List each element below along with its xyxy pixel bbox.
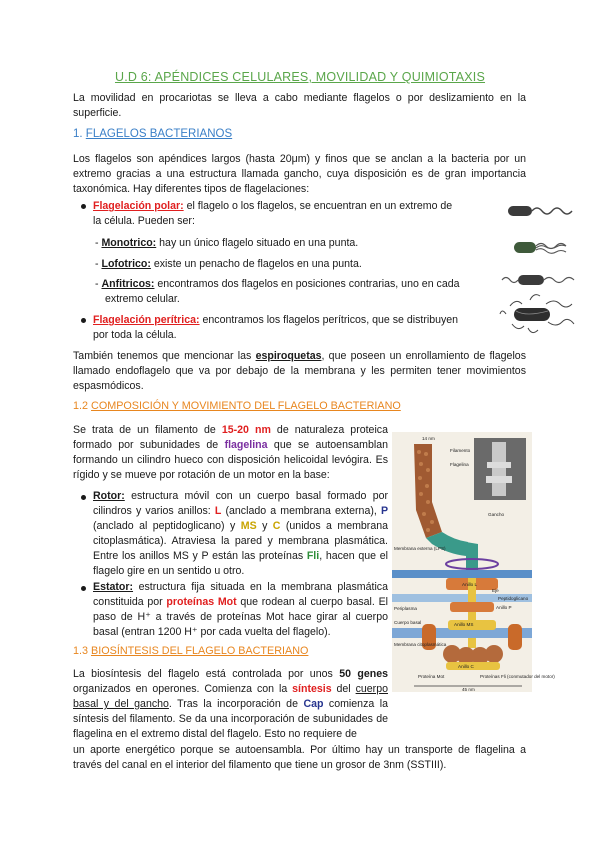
section-1-3-heading <box>73 645 308 657</box>
text: , que poseen un enrollamiento de flagelos llamado endoflagelo que va por debajo de la membrana y les permiten tener movimientos espasmódicos. <box>73 350 526 392</box>
section-1-3-number: 1.3 <box>73 645 92 657</box>
fli-proteins: Fli <box>306 550 320 562</box>
text: También tenemos que mencionar las <box>73 350 256 362</box>
page-title: U.D 6: APÉNDICES CELULARES, MOVILIDAD Y QUIMIOTAXIS <box>114 70 486 84</box>
biosynthesis-paragraph-end: un aporte energético porque se autoensambla. Por último hay un transporte de flagelina a través del canal en el interior del filamento que tiene un grosor de 3nm (SSTIII). <box>73 744 526 771</box>
anillo-c-label: Anillo C <box>458 664 474 669</box>
mot-label: Proteína Mot <box>418 674 445 679</box>
mot-protein <box>508 624 522 650</box>
ring-p: P <box>380 505 389 517</box>
dash: - <box>95 237 102 249</box>
estator-item <box>93 580 388 640</box>
text: (unidos a membrana citoplasmática). Atraviesa la pared y membrana plasmática. Entre los anillos MS y P están las proteínas <box>93 520 389 562</box>
outer-membrane <box>392 570 532 578</box>
membrana-label: Membrana externa (LPS) <box>394 546 446 551</box>
section-1-2-number: 1.2 <box>73 400 92 412</box>
section-1-paragraph: Los flagelos son apéndices largos (hasta 20μm) y finos que se anclan a la bacteria por un extremo gracias a una estructura llamada gancho, cuya disposición es de gran importancia taxonómica. Hay diferentes tipos de flagelaciones: <box>73 153 526 195</box>
sintesis-term: síntesis <box>292 683 332 695</box>
monotrico-term: Monotrico: <box>101 237 157 249</box>
section-1-2-title: COMPOSICIÓN Y MOVIMIENTO DEL FLAGELO BACTERIANO <box>91 400 401 412</box>
ring-c: C <box>272 520 281 532</box>
monotrico-text: hay un único flagelo situado en una punta. <box>156 237 359 249</box>
flagellum-structure-figure <box>392 432 555 692</box>
dash: - <box>95 278 102 290</box>
cuerpo-basal-label: Cuerpo basal <box>394 620 422 625</box>
lofotrico-term: Lofotrico: <box>101 258 151 270</box>
anillo-p-label: Anillo P <box>496 605 512 610</box>
text: . Tras la incorporación de <box>168 698 304 710</box>
periplasma-label: Periplasma <box>394 606 417 611</box>
scale-bottom-label: 45 nm <box>462 687 475 692</box>
text: estructura fija situada en la membrana plasmática constituida por <box>93 581 388 608</box>
dash: - <box>95 258 102 270</box>
estator-term: Estator: <box>93 581 134 593</box>
anfitrico-text-2: extremo celular. <box>105 293 180 305</box>
polar-text-1: el flagelo o los flagelos, se encuentran en un extremo de <box>183 200 453 212</box>
p-ring <box>450 602 494 612</box>
espiroquetas-term: espiroquetas <box>255 350 322 362</box>
bullet-dot <box>81 495 86 500</box>
text: que rodean al cuerpo basal. El paso de H⁺ a través de proteínas Mot hace girar al cuerpo basal (entran 1200 H⁺ por cada vuelta del flagelo). <box>93 596 388 638</box>
amphitrichous-bacterium-icon <box>502 275 574 285</box>
ring-ms: MS <box>240 520 257 532</box>
text: del <box>331 683 356 695</box>
membrana-cito-label: Membrana citoplasmática <box>394 642 447 647</box>
peptidoglicano-label: Peptidoglicano <box>498 596 529 601</box>
section-1-3-title: BIOSÍNTESIS DEL FLAGELO BACTERIANO <box>91 645 309 657</box>
bullet-dot <box>81 586 86 591</box>
composition-paragraph <box>73 423 388 483</box>
text: La biosíntesis del flagelo está controlada por unos <box>73 668 340 680</box>
monotrichous-bacterium-icon <box>508 206 572 216</box>
text: (anclado a membrana externa), <box>221 505 381 517</box>
filamento-label: Filamento <box>450 448 471 453</box>
rotor-item <box>93 489 388 579</box>
ring-l: L <box>214 505 222 517</box>
flagellation-types-illustration <box>500 196 582 336</box>
anfitrico-item <box>95 277 505 307</box>
lofotrico-item <box>95 257 495 272</box>
fli-label: Proteínas Fli (conmutador del motor) <box>480 674 555 679</box>
section-1-title: FLAGELOS BACTERIANOS <box>85 128 233 140</box>
biosynthesis-paragraph <box>73 667 388 742</box>
text: que se autoensamblan formando un cilindro hueco con disposición helicoidal levógira. Es rígido y se mueve por rotación de un motor en la base: <box>73 439 388 481</box>
section-1-heading <box>73 128 232 140</box>
polar-item <box>93 199 493 229</box>
espiroquetas-paragraph <box>73 349 526 394</box>
bullet-dot <box>81 204 86 209</box>
anillo-l-label: Anillo L <box>462 582 478 587</box>
anfitrico-text-1: encontramos dos flagelos en posiciones contrarias, uno en cada <box>154 278 460 290</box>
anillo-ms-label: Anillo MS <box>454 622 474 627</box>
lophotrichous-bacterium-icon <box>514 242 566 253</box>
scale-top-label: 14 nm <box>422 436 435 441</box>
mot-proteins: proteínas Mot <box>166 596 237 608</box>
polar-term: Flagelación polar: <box>93 200 184 212</box>
text: comienza la síntesis del filamento. Se da una incorporación de subunidades de flagelina en el extremo distal del flagelo. Esto no requiere de <box>73 698 388 740</box>
intro-paragraph: La movilidad en procariotas se lleva a cabo mediante flagelos o por deslizamiento en la superficie. <box>73 92 526 119</box>
peritrica-text-1: encontramos los flagelos perítricos, que se distribuyen <box>199 314 459 326</box>
gancho-label: Gancho <box>488 512 505 517</box>
text: organizados en operones. Comienza con la <box>73 683 293 695</box>
peritrica-term: Flagelación perítrica: <box>93 314 200 326</box>
polar-text-2: la célula. Pueden ser: <box>93 215 195 227</box>
text: y <box>256 520 273 532</box>
flagelina-label: Flagelina <box>450 462 469 467</box>
genes-count: 50 genes <box>339 668 388 680</box>
monotrico-item <box>95 236 495 251</box>
section-1-2-heading <box>73 400 401 412</box>
flagelina-term: flagelina <box>224 439 268 451</box>
text: Se trata de un filamento de <box>73 424 222 436</box>
peritrica-text-2: por toda la célula. <box>93 329 177 341</box>
peritrica-item <box>93 313 503 343</box>
text: estructura móvil con un cuerpo basal formado por cilindros y varios anillos: <box>93 490 388 517</box>
text: de naturaleza proteica formado por subunidades de <box>73 424 388 451</box>
cap-term: Cap <box>303 698 324 710</box>
filament-size: 15-20 nm <box>221 424 271 436</box>
cuerpo-basal-term: cuerpo basal y del gancho <box>73 683 388 710</box>
text: , hacen que el flagelo gire en un sentido u otro. <box>93 550 388 577</box>
lofotrico-text: existe un penacho de flagelos en una punta. <box>150 258 362 270</box>
bullet-dot <box>81 318 86 323</box>
section-1-number: 1. <box>73 128 86 140</box>
rotor-term: Rotor: <box>93 490 125 502</box>
eje-label: Eje <box>492 588 499 593</box>
text: (anclado al peptidoglicano) y <box>93 520 241 532</box>
anfitrico-term: Anfitricos: <box>101 278 155 290</box>
peritrichous-bacterium-icon <box>500 295 574 333</box>
